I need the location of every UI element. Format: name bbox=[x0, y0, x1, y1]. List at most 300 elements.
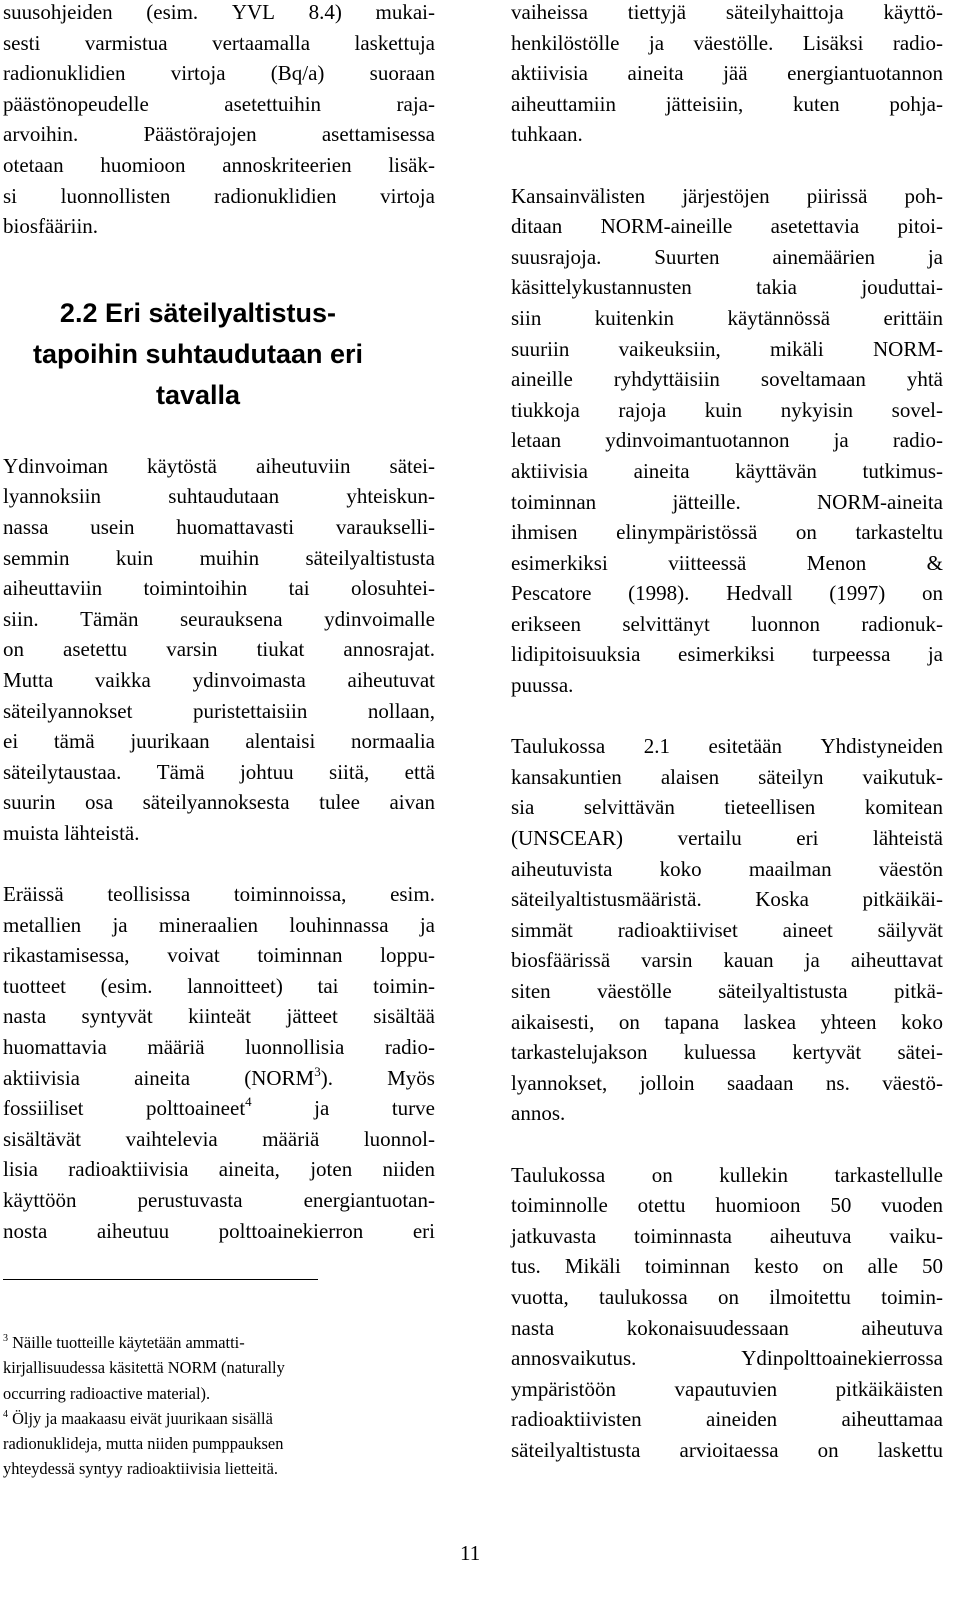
paragraph-norm bbox=[511, 181, 943, 701]
footnote-ref: 3 bbox=[314, 1063, 321, 1079]
word: joten bbox=[310, 1157, 353, 1182]
word: jolloin bbox=[639, 1070, 695, 1095]
word: ilmoitettu bbox=[769, 1284, 851, 1309]
word: aineet bbox=[782, 917, 833, 942]
word: seurauksena bbox=[180, 606, 283, 631]
word: louhinnassa bbox=[289, 912, 389, 937]
word: järjestöjen bbox=[682, 183, 770, 208]
word: henkilöstölle bbox=[511, 30, 620, 55]
text-line bbox=[3, 481, 435, 512]
word: tutkimus- bbox=[862, 458, 943, 483]
text-line bbox=[511, 1282, 943, 1313]
right-column bbox=[511, 0, 943, 1466]
word: 50 bbox=[921, 1254, 943, 1279]
word: toiminnolle bbox=[511, 1193, 608, 1218]
word: että bbox=[404, 759, 435, 784]
text-line bbox=[3, 665, 435, 696]
word: ja bbox=[927, 642, 943, 667]
text-line bbox=[3, 879, 435, 910]
word: tarkastellulle bbox=[834, 1162, 943, 1187]
word: käyttävän bbox=[735, 458, 817, 483]
footnote-separator bbox=[3, 1279, 318, 1280]
word: kertyvät bbox=[792, 1040, 862, 1065]
word: tieteellisen bbox=[724, 795, 816, 820]
word: huomattavasti bbox=[176, 514, 295, 539]
word: ja bbox=[927, 244, 943, 269]
word: sesti bbox=[3, 30, 41, 55]
text-line bbox=[3, 1216, 435, 1247]
text-line bbox=[511, 28, 943, 59]
word: arvoihin. bbox=[3, 122, 79, 147]
word: Koska bbox=[755, 887, 809, 912]
word: aineille bbox=[511, 367, 573, 392]
footnote-4-line: yhteydessä syntyy radioaktiivisia lietteitä. bbox=[3, 1459, 278, 1479]
word: on bbox=[618, 1009, 640, 1034]
word: mikäli bbox=[770, 336, 824, 361]
word: johtuu bbox=[239, 759, 294, 784]
word: jatkuvasta bbox=[511, 1223, 597, 1248]
word: fossiiliset bbox=[3, 1096, 84, 1121]
word: vaiku- bbox=[889, 1223, 943, 1248]
word: tai bbox=[288, 576, 310, 601]
text-line-norm-start bbox=[3, 1063, 435, 1094]
text-line bbox=[511, 181, 943, 212]
word: luonnollisten bbox=[60, 183, 171, 208]
word: aiheutuvista bbox=[511, 856, 613, 881]
text-line bbox=[511, 915, 943, 946]
word: loppu- bbox=[380, 943, 435, 968]
word: vuoden bbox=[881, 1193, 943, 1218]
word: jää bbox=[723, 61, 748, 86]
word: on bbox=[817, 1437, 839, 1462]
word: säteilyaltistusta bbox=[305, 545, 435, 570]
word: päästönopeudelle bbox=[3, 91, 149, 116]
word: kuitenkin bbox=[594, 305, 675, 330]
heading-line: tavalla bbox=[155, 379, 241, 410]
word: sisältää bbox=[373, 1004, 435, 1029]
word: ja bbox=[419, 912, 435, 937]
word: pitkäikäi- bbox=[862, 887, 943, 912]
intro-paragraph bbox=[3, 0, 435, 242]
word: lisäk- bbox=[388, 152, 435, 177]
word: jätteisiin, bbox=[665, 91, 744, 116]
word: lidipitoisuuksia bbox=[511, 642, 641, 667]
word: aineita bbox=[627, 61, 684, 86]
word: kansakuntien bbox=[511, 764, 622, 789]
word: vaiheissa bbox=[511, 0, 588, 24]
text-line bbox=[3, 1154, 435, 1185]
text-line bbox=[511, 1007, 943, 1038]
text-line bbox=[3, 181, 435, 212]
word: aiheutuviin bbox=[256, 453, 351, 478]
word: puussa. bbox=[511, 673, 574, 698]
word: radioaktiivisten bbox=[511, 1407, 642, 1432]
footnote-4: $^4$ Öljy ja maakaasu eivät juurikaan sisällä bbox=[3, 1408, 273, 1428]
word: lisia bbox=[3, 1157, 38, 1182]
word: usein bbox=[90, 514, 135, 539]
text-line bbox=[511, 823, 943, 854]
text-line bbox=[511, 1160, 943, 1191]
text-line bbox=[511, 639, 943, 670]
word: toimintoihin bbox=[143, 576, 248, 601]
word: tus. bbox=[511, 1254, 541, 1279]
word: on bbox=[921, 581, 943, 606]
word: säteilytaustaa. bbox=[3, 759, 122, 784]
word: on bbox=[717, 1284, 739, 1309]
word: lyannokset, bbox=[511, 1070, 608, 1095]
word: sisältävät bbox=[3, 1126, 82, 1151]
word: polttoaineet$^4$ bbox=[146, 1094, 252, 1121]
word: vaikeuksiin, bbox=[618, 336, 721, 361]
word: lyannoksiin bbox=[3, 484, 101, 509]
word: tiukat bbox=[256, 637, 305, 662]
word: aikaisesti, bbox=[511, 1009, 595, 1034]
word: polttoainekierron bbox=[218, 1218, 364, 1243]
left-column bbox=[3, 0, 435, 1246]
word: asetettu bbox=[63, 637, 128, 662]
word: NORM- bbox=[872, 336, 943, 361]
paragraph-teollisuus-part-a bbox=[3, 879, 435, 1063]
word: aineita bbox=[633, 458, 690, 483]
word: säilyvät bbox=[877, 917, 943, 942]
word: metallien bbox=[3, 912, 82, 937]
word: toimin- bbox=[881, 1284, 943, 1309]
word: jätteille. bbox=[672, 489, 741, 514]
word: kuten bbox=[792, 91, 840, 116]
word: huomioon bbox=[715, 1193, 801, 1218]
word: väestö- bbox=[882, 1070, 943, 1095]
word: vaikka bbox=[94, 667, 151, 692]
footnote-ref: 4 bbox=[245, 1094, 252, 1110]
word: ihmisen bbox=[511, 520, 578, 545]
word: perustuvasta bbox=[137, 1188, 243, 1212]
word: suhtaudutaan bbox=[168, 484, 280, 509]
word: Mutta bbox=[3, 667, 54, 692]
word: nosta bbox=[3, 1218, 48, 1243]
word: muista bbox=[3, 820, 65, 845]
text-line bbox=[511, 578, 943, 609]
word: annosrajat. bbox=[343, 637, 435, 662]
word: vaikutuk- bbox=[862, 764, 943, 789]
word: ydinvoimasta bbox=[192, 667, 306, 692]
word: vapautuvien bbox=[674, 1376, 778, 1401]
word: ydinvoimalle bbox=[324, 606, 435, 631]
word: komitean bbox=[864, 795, 943, 820]
word: määriä bbox=[262, 1126, 320, 1151]
word: toiminnoissa, bbox=[233, 882, 347, 907]
word: aineita bbox=[134, 1065, 191, 1090]
word: luonnollisia bbox=[245, 1035, 345, 1060]
text-line bbox=[511, 1221, 943, 1252]
word: esimerkiksi bbox=[511, 550, 608, 575]
word: varmistua bbox=[84, 30, 168, 55]
word: radioaktiiviset bbox=[617, 917, 738, 942]
word: tämä bbox=[53, 729, 95, 754]
word: aiheuttamiin bbox=[511, 91, 616, 116]
word: (esim. bbox=[100, 973, 153, 998]
word: kuluessa bbox=[683, 1040, 757, 1065]
word: mineraalien bbox=[158, 912, 259, 937]
word: esitetään bbox=[708, 734, 782, 759]
word: radionuklidien bbox=[3, 61, 126, 86]
word: saadaan bbox=[726, 1070, 794, 1095]
word: Kansainvälisten bbox=[511, 183, 646, 208]
word: energiantuotannon bbox=[787, 61, 943, 86]
text-line bbox=[3, 818, 435, 849]
text-line bbox=[3, 696, 435, 727]
word: siten bbox=[511, 979, 551, 1003]
word: virtoja bbox=[170, 61, 226, 86]
word: vertaamalla bbox=[212, 30, 311, 55]
text-line bbox=[3, 940, 435, 971]
page-number: 11 bbox=[460, 1541, 481, 1565]
word: säteilyaltistusta bbox=[718, 979, 848, 1003]
word: takia bbox=[756, 275, 797, 300]
word: arvioitaessa bbox=[679, 1437, 779, 1462]
footnotes bbox=[3, 1330, 423, 1482]
word: & bbox=[926, 550, 943, 575]
text-line bbox=[3, 971, 435, 1002]
word: NORM-aineita bbox=[817, 489, 943, 514]
text-line bbox=[3, 0, 435, 28]
text-line bbox=[511, 670, 943, 701]
word: aktiivisia bbox=[511, 61, 588, 86]
word: vuotta, bbox=[511, 1284, 569, 1309]
text-line-fossil-start bbox=[3, 1093, 435, 1124]
text-line bbox=[511, 1190, 943, 1221]
word: viitteessä bbox=[668, 550, 747, 575]
word: ns. bbox=[825, 1070, 850, 1095]
word: vaihtelevia bbox=[125, 1126, 218, 1151]
word: esimerkiksi bbox=[677, 642, 775, 667]
word: väestölle. bbox=[693, 30, 774, 55]
word: tarkasteltu bbox=[855, 520, 943, 545]
word: määriä bbox=[147, 1035, 205, 1060]
word: huomioon bbox=[100, 152, 186, 177]
word: annoskriteerien bbox=[222, 152, 352, 177]
text-line bbox=[511, 119, 943, 150]
word: säteilyhaittoja bbox=[725, 0, 844, 24]
word: niiden bbox=[382, 1157, 435, 1182]
word: turve bbox=[391, 1096, 435, 1121]
word: poh- bbox=[904, 183, 943, 208]
word: tuotteet bbox=[3, 973, 66, 998]
paragraph-teollisuus-part-b bbox=[3, 1124, 435, 1246]
word: juurikaan bbox=[130, 729, 210, 754]
word: luonnol- bbox=[363, 1126, 435, 1151]
text-line bbox=[3, 119, 435, 150]
word: erikseen bbox=[511, 611, 581, 636]
word: tuhkaan. bbox=[511, 122, 583, 147]
heading-line: 2.2 Eri säteilyaltistus- bbox=[59, 297, 337, 328]
word: virtoja bbox=[380, 183, 435, 208]
word: (1997) bbox=[829, 581, 886, 606]
word: otetaan bbox=[3, 152, 64, 177]
text-line bbox=[3, 512, 435, 543]
text-line bbox=[3, 1124, 435, 1155]
word: Myös bbox=[387, 1065, 435, 1090]
word: koko bbox=[659, 856, 702, 881]
text-line bbox=[511, 425, 943, 456]
text-line bbox=[511, 976, 943, 1007]
word: Ydinvoiman bbox=[3, 453, 108, 478]
word: letaan bbox=[511, 428, 562, 453]
word: alaisen bbox=[660, 764, 720, 789]
word: 8.4) bbox=[308, 0, 342, 24]
word: ryhdyttäisiin bbox=[613, 367, 720, 392]
word: Yhdistyneiden bbox=[820, 734, 943, 759]
word: asetettuihin bbox=[224, 91, 322, 116]
word: raja- bbox=[396, 91, 435, 116]
word: käytännössä bbox=[727, 305, 831, 330]
text-line bbox=[511, 1037, 943, 1068]
paragraph-taulukko bbox=[511, 1160, 943, 1466]
word: taulukossa bbox=[599, 1284, 688, 1309]
word: otettu bbox=[637, 1193, 686, 1218]
word: eri bbox=[796, 826, 819, 851]
text-line bbox=[511, 242, 943, 273]
word: on bbox=[822, 1254, 844, 1279]
word: Mikäli bbox=[564, 1254, 621, 1279]
text-line bbox=[3, 1185, 435, 1216]
text-line bbox=[511, 395, 943, 426]
word: on bbox=[3, 637, 24, 662]
word: suoraan bbox=[369, 61, 435, 86]
word: lannoitteet) bbox=[187, 973, 283, 998]
word: aktiivisia bbox=[511, 458, 588, 483]
word: radio- bbox=[892, 428, 943, 453]
word: simmät bbox=[511, 917, 573, 942]
word: aiheuttamaa bbox=[841, 1407, 943, 1432]
word: ditaan bbox=[511, 214, 563, 239]
text-line bbox=[511, 1404, 943, 1435]
word: eri bbox=[412, 1218, 435, 1243]
word: energiantuotan- bbox=[303, 1188, 435, 1212]
word: ja bbox=[648, 30, 665, 55]
text-line bbox=[511, 854, 943, 885]
text-line bbox=[511, 1343, 943, 1374]
word: suuriin bbox=[511, 336, 570, 361]
word: sovel- bbox=[891, 397, 943, 422]
word: Hedvall bbox=[726, 581, 793, 606]
text-line bbox=[511, 1098, 943, 1129]
word: Menon bbox=[806, 550, 867, 575]
word: varaukselli- bbox=[335, 514, 435, 539]
word: toiminnan bbox=[257, 943, 343, 968]
word: selvittänyt bbox=[622, 611, 710, 636]
word: NORM-aineille bbox=[600, 214, 733, 239]
word: tarkastelujakson bbox=[511, 1040, 648, 1065]
paragraph-unscear bbox=[511, 731, 943, 1129]
word: normaalia bbox=[351, 729, 435, 754]
text-line bbox=[511, 731, 943, 762]
word: luonnon bbox=[751, 611, 820, 636]
word: käytöstä bbox=[147, 453, 217, 478]
word: puristettaisiin bbox=[193, 698, 308, 723]
word: Tämän bbox=[80, 606, 139, 631]
word: siin. bbox=[3, 606, 39, 631]
word: (1998). bbox=[628, 581, 690, 606]
word: 2.1 bbox=[643, 734, 670, 759]
text-line bbox=[511, 364, 943, 395]
word: Lisäksi bbox=[802, 30, 864, 55]
word: laskea bbox=[743, 1009, 797, 1034]
word: aiheuttavat bbox=[850, 948, 943, 973]
text-line bbox=[511, 1435, 943, 1466]
word: si bbox=[3, 183, 18, 208]
text-line bbox=[3, 634, 435, 665]
text-line bbox=[511, 487, 943, 518]
word: kauan bbox=[723, 948, 774, 973]
word: aiheuttaviin bbox=[3, 576, 103, 601]
text-line bbox=[511, 334, 943, 365]
word: suusrajoja. bbox=[511, 244, 602, 269]
footnote-3-line: occurring radioactive material). bbox=[3, 1383, 211, 1403]
word: asetettavia bbox=[770, 214, 860, 239]
word: Ydinpolttoainekierrossa bbox=[741, 1346, 943, 1371]
word: osa bbox=[85, 790, 114, 815]
text-line bbox=[511, 792, 943, 823]
text-line bbox=[511, 89, 943, 120]
word: radio- bbox=[892, 30, 943, 55]
word: tiettyjä bbox=[627, 0, 687, 24]
paragraph-ydinvoima bbox=[3, 451, 435, 849]
word: säteilyaltistusmääristä. bbox=[511, 887, 702, 912]
footnote-4-line: radionuklideja, mutta niiden pumppauksen bbox=[3, 1434, 284, 1454]
text-line bbox=[3, 28, 435, 59]
word: esim. bbox=[390, 882, 435, 907]
text-line bbox=[3, 211, 435, 242]
text-line bbox=[511, 945, 943, 976]
word: radioaktiivisia bbox=[68, 1157, 189, 1182]
word: piirissä bbox=[806, 183, 868, 208]
word: sätei- bbox=[389, 453, 435, 478]
word: on bbox=[795, 520, 817, 545]
word: aktiivisia bbox=[3, 1065, 80, 1090]
word: annosvaikutus. bbox=[511, 1346, 637, 1371]
word: pitkä- bbox=[894, 979, 943, 1003]
paragraph-haitat bbox=[511, 0, 943, 150]
word: on bbox=[651, 1162, 673, 1187]
text-line bbox=[511, 1068, 943, 1099]
word: nasta bbox=[3, 1004, 47, 1029]
word: (UNSCEAR) bbox=[511, 826, 624, 851]
text-line bbox=[3, 1032, 435, 1063]
word: väestölle bbox=[597, 979, 672, 1003]
word: turpeessa bbox=[812, 642, 891, 667]
word: erittäin bbox=[883, 305, 943, 330]
text-line bbox=[511, 272, 943, 303]
word: säteilyn bbox=[758, 764, 824, 789]
word: nollaan, bbox=[367, 698, 435, 723]
word: kullekin bbox=[719, 1162, 789, 1187]
word: aineiden bbox=[706, 1407, 778, 1432]
word: ydinvoimantuotannon bbox=[605, 428, 790, 453]
word: yhtä bbox=[906, 367, 943, 392]
word: biosfääriin. bbox=[3, 214, 99, 239]
text-line bbox=[3, 58, 435, 89]
footnote-3-number: 3 bbox=[3, 1333, 8, 1344]
word: pitkäikäisten bbox=[835, 1376, 943, 1401]
word: sia bbox=[511, 795, 535, 820]
word: annos. bbox=[511, 1101, 566, 1126]
word: soveltamaan bbox=[760, 367, 866, 392]
word: Eräissä bbox=[3, 882, 64, 907]
text-line bbox=[3, 787, 435, 818]
paragraph-teollisuus bbox=[3, 879, 435, 1246]
word: Taulukossa bbox=[511, 1162, 606, 1187]
text-line bbox=[511, 303, 943, 334]
